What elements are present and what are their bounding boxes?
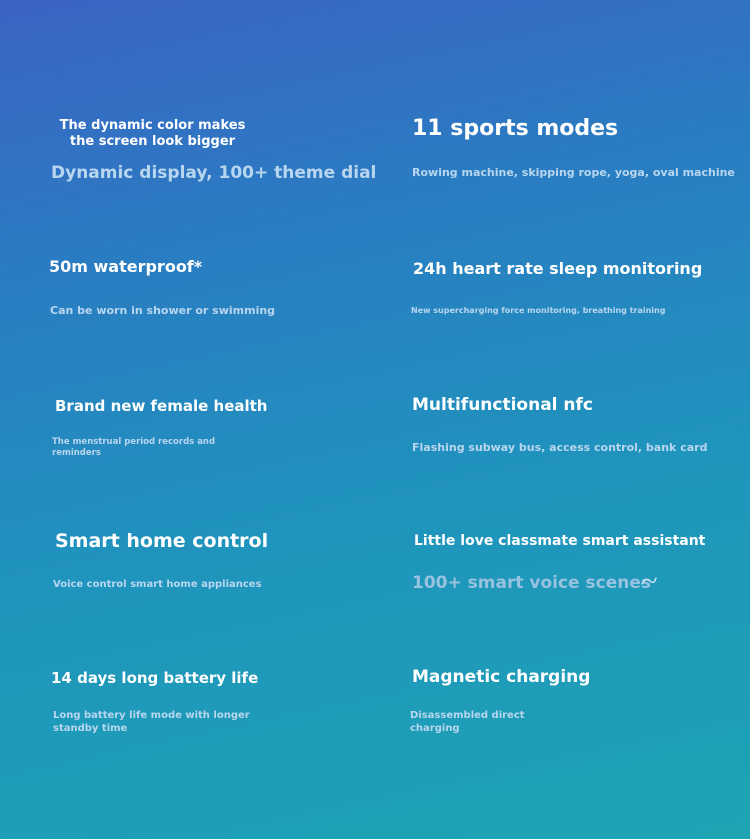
feature-title-sports-modes: 11 sports modes: [412, 116, 619, 141]
feature-title-dynamic-color: The dynamic color makes the screen look bigger: [59, 118, 246, 149]
feature-subtitle-waterproof: Can be worn in shower or swimming: [50, 304, 276, 317]
feature-title-smart-home: Smart home control: [55, 530, 269, 552]
feature-subtitle-dynamic-display: Dynamic display, 100+ theme dial: [51, 163, 377, 183]
feature-subtitle-heart-rate: New supercharging force monitoring, breathing training: [411, 306, 666, 315]
voice-wave-icon: [641, 576, 657, 586]
feature-subtitle-voice-scenes: 100+ smart voice scenes: [412, 573, 651, 593]
feature-subtitle-magnetic-charging: Disassembled direct charging: [410, 710, 525, 734]
feature-title-nfc: Multifunctional nfc: [412, 395, 594, 415]
feature-title-smart-assistant: Little love classmate smart assistant: [414, 533, 706, 549]
feature-subtitle-smart-home: Voice control smart home appliances: [53, 579, 262, 590]
feature-subtitle-sports-modes: Rowing machine, skipping rope, yoga, oval machine: [412, 166, 735, 179]
feature-subtitle-female-health: The menstrual period records and reminders: [52, 437, 216, 458]
feature-title-magnetic-charging: Magnetic charging: [412, 667, 591, 687]
feature-title-heart-rate: 24h heart rate sleep monitoring: [413, 259, 703, 278]
feature-title-female-health: Brand new female health: [55, 397, 268, 415]
feature-title-battery-life: 14 days long battery life: [51, 669, 259, 687]
feature-subtitle-battery-life: Long battery life mode with longer standby time: [53, 710, 250, 734]
feature-title-waterproof: 50m waterproof*: [49, 257, 203, 276]
feature-subtitle-nfc: Flashing subway bus, access control, bank card: [412, 441, 708, 454]
